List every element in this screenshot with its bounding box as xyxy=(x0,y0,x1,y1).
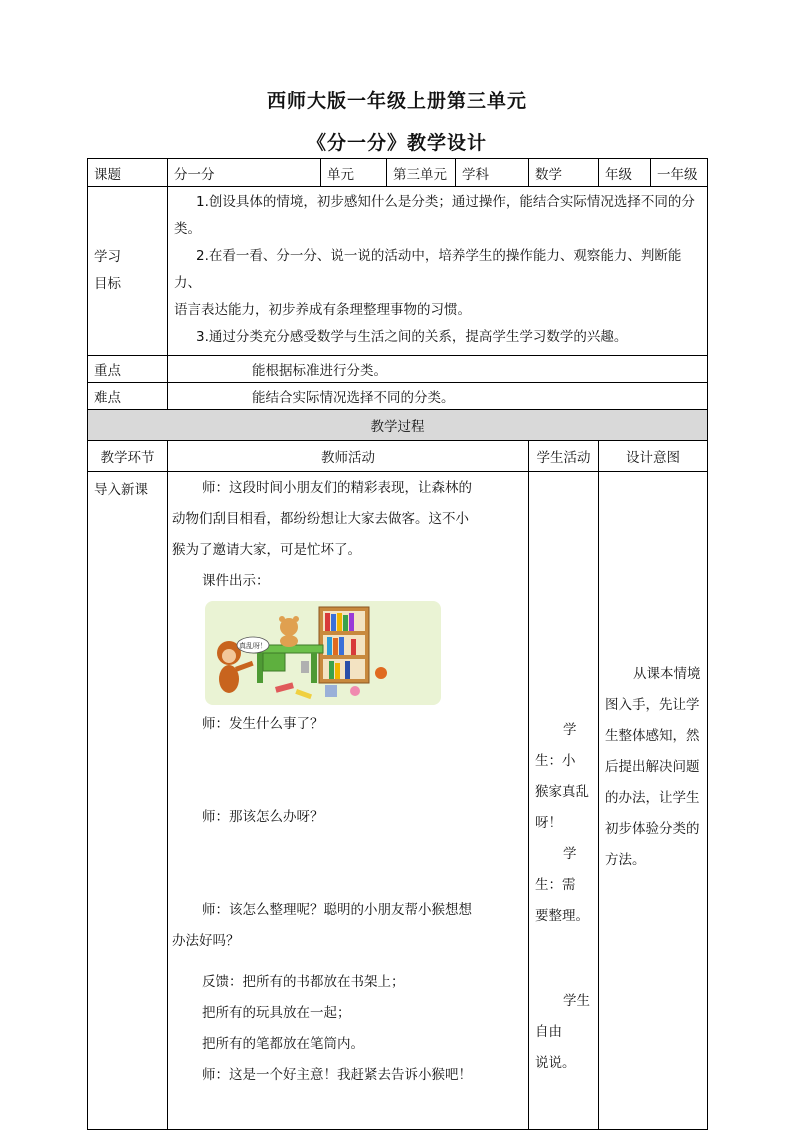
teacher-line-8: 办法好吗？ xyxy=(172,933,240,949)
stage-label: 导入新课 xyxy=(94,482,148,498)
col-stage-header: 教学环节 xyxy=(88,441,168,472)
student-line-4: 要整理。 xyxy=(535,908,589,924)
teacher-line-1: 师：这段时间小朋友们的精彩表现，让森林的 xyxy=(202,480,472,496)
process-header: 教学过程 xyxy=(88,410,708,441)
process-header-row xyxy=(88,410,708,441)
goal-item-1: 1.创设具体的情境，初步感知什么是分类；通过操作，能结合实际情况选择不同的分类。 xyxy=(174,194,695,237)
key-point-row xyxy=(88,356,708,383)
key-point-text: 能根据标准进行分类。 xyxy=(168,356,708,383)
lesson-plan-table xyxy=(87,158,708,1130)
teacher-line-12: 师：这是一个好主意！我赶紧去告诉小猴吧！ xyxy=(202,1067,472,1083)
student-line-2: 猴家真乱呀！ xyxy=(535,784,589,831)
document-subtitle: 《分一分》教学设计 xyxy=(306,132,487,154)
topic-label: 课题 xyxy=(88,159,168,187)
col-teacher-header: 教师活动 xyxy=(168,441,529,472)
bubble-text: 真乱呀！ xyxy=(239,642,267,650)
difficulty-label: 难点 xyxy=(88,383,168,410)
topic-value: 分一分 xyxy=(168,159,321,187)
intent-line-3: 生整体感知，然 xyxy=(605,728,700,744)
goal-item-2: 2.在看一看、分一分、说一说的活动中，培养学生的操作能力、观察能力、判断能力、 xyxy=(174,248,682,291)
subject-label: 学科 xyxy=(456,159,529,187)
teacher-line-4: 课件出示： xyxy=(202,573,270,589)
messy-room-picture xyxy=(205,601,441,705)
intent-line-1: 从课本情境 xyxy=(633,666,701,682)
grade-label: 年级 xyxy=(599,159,651,187)
design-intent-cell xyxy=(599,472,708,1130)
goal-item-3: 3.通过分类充分感受数学与生活之间的关系，提高学生学习数学的兴趣。 xyxy=(196,329,628,345)
teacher-line-2: 动物们刮目相看，都纷纷想让大家去做客。这不小 xyxy=(172,511,469,527)
section-row xyxy=(88,472,708,1130)
intent-line-5: 的办法，让学生 xyxy=(605,790,700,806)
intent-line-6: 初步体验分类的 xyxy=(605,821,700,837)
teacher-line-6: 师：那该怎么办呀？ xyxy=(202,809,324,825)
student-activity-cell xyxy=(529,472,599,1130)
key-point-label: 重点 xyxy=(88,356,168,383)
teacher-line-11: 把所有的笔都放在笔筒内。 xyxy=(202,1036,364,1052)
goals-label xyxy=(88,187,168,356)
intent-line-7: 方法。 xyxy=(605,852,646,868)
document-title: 西师大版一年级上册第三单元 xyxy=(266,90,527,112)
difficulty-text: 能结合实际情况选择不同的分类。 xyxy=(168,383,708,410)
difficulty-row xyxy=(88,383,708,410)
teacher-line-10: 把所有的玩具放在一起； xyxy=(202,1005,351,1021)
student-line-1: 学生：小 xyxy=(535,722,577,769)
grade-value: 一年级 xyxy=(651,159,708,187)
intent-line-2: 图入手，先让学 xyxy=(605,697,700,713)
student-line-6: 说说。 xyxy=(535,1055,576,1071)
student-line-3: 学生：需 xyxy=(535,846,577,893)
intent-line-4: 后提出解决问题 xyxy=(605,759,700,775)
goals-label-line-1: 学习 xyxy=(94,249,121,265)
unit-value: 第三单元 xyxy=(387,159,456,187)
teacher-line-5: 师：发生什么事了？ xyxy=(202,716,324,732)
teacher-line-3: 猴为了邀请大家，可是忙坏了。 xyxy=(172,542,361,558)
stage-cell xyxy=(88,472,168,1130)
student-line-5: 学生自由 xyxy=(535,993,590,1040)
unit-label: 单元 xyxy=(321,159,387,187)
col-intent-header: 设计意图 xyxy=(599,441,708,472)
goals-label-line-2: 目标 xyxy=(94,276,121,292)
teacher-line-9: 反馈：把所有的书都放在书架上； xyxy=(202,974,405,990)
goals-content xyxy=(168,187,708,356)
goals-row xyxy=(88,187,708,356)
goal-item-2-cont: 语言表达能力，初步养成有条理整理事物的习惯。 xyxy=(174,302,471,318)
teacher-activity-cell xyxy=(168,472,529,1130)
info-row xyxy=(88,159,708,187)
subject-value: 数学 xyxy=(529,159,599,187)
classroom-illustration xyxy=(205,601,441,705)
col-student-header: 学生活动 xyxy=(529,441,599,472)
column-header-row xyxy=(88,441,708,472)
teacher-line-7: 师：该怎么整理呢？聪明的小朋友帮小猴想想 xyxy=(202,902,472,918)
